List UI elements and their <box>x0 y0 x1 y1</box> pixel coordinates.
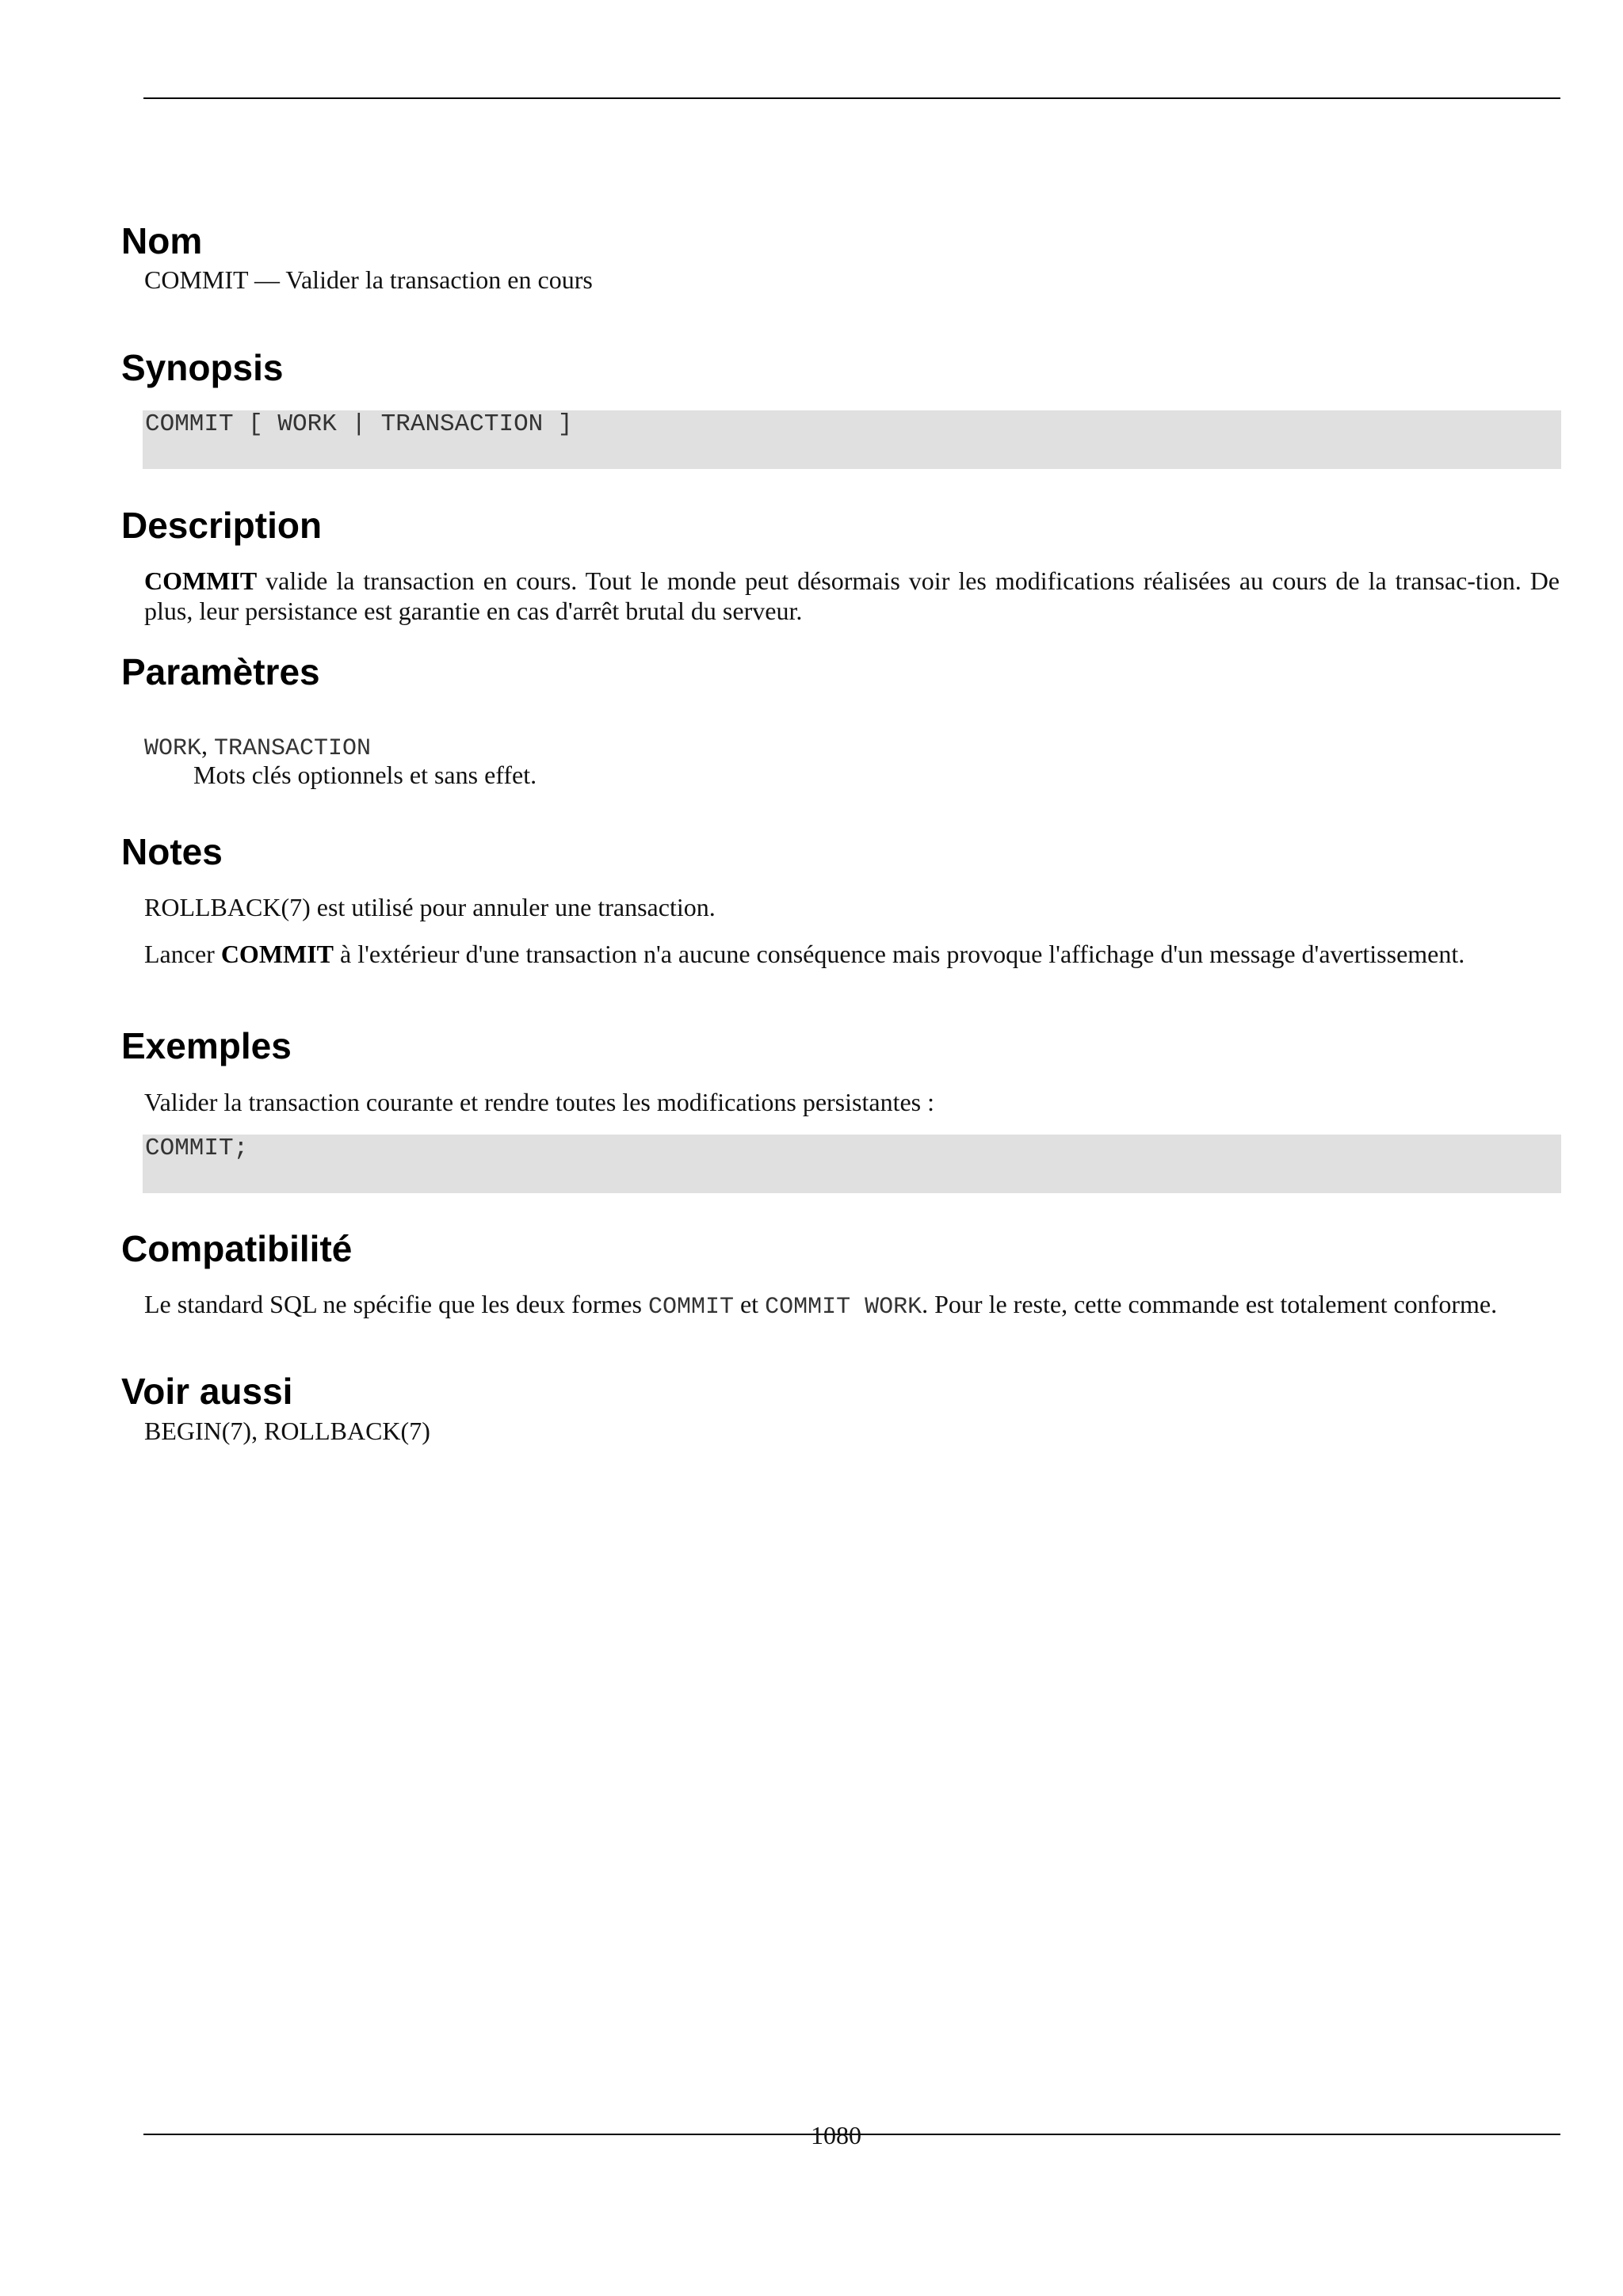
synopsis-code-block <box>143 410 1561 469</box>
notes-p2-command: COMMIT <box>220 940 334 968</box>
exemples-intro: Valider la transaction courante et rendre toutes les modifications persistantes : <box>144 1088 934 1116</box>
exemples-code-block <box>143 1135 1561 1193</box>
description-command: COMMIT <box>144 566 258 595</box>
section-title-parametres: Paramètres <box>121 651 320 692</box>
description-text <box>144 566 1560 626</box>
parameter-term <box>144 730 371 764</box>
section-title-voir-aussi: Voir aussi <box>121 1371 293 1412</box>
exemples-code: COMMIT; <box>145 1135 249 1162</box>
compat-text-1: Le standard SQL ne spécifie que les deux formes <box>144 1290 648 1318</box>
section-title-exemples: Exemples <box>121 1025 292 1066</box>
compatibilite-text <box>144 1289 1560 1322</box>
parameter-definition: Mots clés optionnels et sans effet. <box>193 761 537 789</box>
section-title-notes: Notes <box>121 831 223 872</box>
parameter-transaction: TRANSACTION <box>214 735 372 762</box>
notes-p2-suffix: à l'extérieur d'une transaction n'a aucune conséquence mais provoque l'affichage d'un message d'avertissement. <box>334 940 1465 968</box>
synopsis-code: COMMIT [ WORK | TRANSACTION ] <box>145 410 573 438</box>
description-body: valide la transaction en cours. Tout le monde peut désormais voir les modifications réalisées au cours de la transac-tion. De plus, leur persistance est garantie en cas d'arrêt brutal du serveur. <box>144 566 1560 625</box>
voir-aussi-text: BEGIN(7), ROLLBACK(7) <box>144 1417 430 1445</box>
notes-paragraph-2 <box>144 939 1560 969</box>
page-number: 1080 <box>811 2121 861 2149</box>
section-title-compatibilite: Compatibilité <box>121 1228 353 1269</box>
compat-text-3: . Pour le reste, cette commande est totalement conforme. <box>922 1290 1498 1318</box>
section-title-description: Description <box>121 505 323 546</box>
notes-paragraph-1: ROLLBACK(7) est utilisé pour annuler une transaction. <box>144 893 716 921</box>
section-title-nom: Nom <box>121 220 203 261</box>
notes-p2-prefix: Lancer <box>144 940 221 968</box>
compat-text-2: et <box>733 1290 766 1318</box>
header-rule <box>143 97 1560 99</box>
nom-text: COMMIT — Valider la transaction en cours <box>144 265 593 294</box>
compat-code-2: COMMIT WORK <box>765 1294 922 1321</box>
compat-code-1: COMMIT <box>647 1294 734 1321</box>
parameter-separator: , <box>201 731 215 760</box>
section-title-synopsis: Synopsis <box>121 347 284 388</box>
parameter-work: WORK <box>144 735 202 762</box>
